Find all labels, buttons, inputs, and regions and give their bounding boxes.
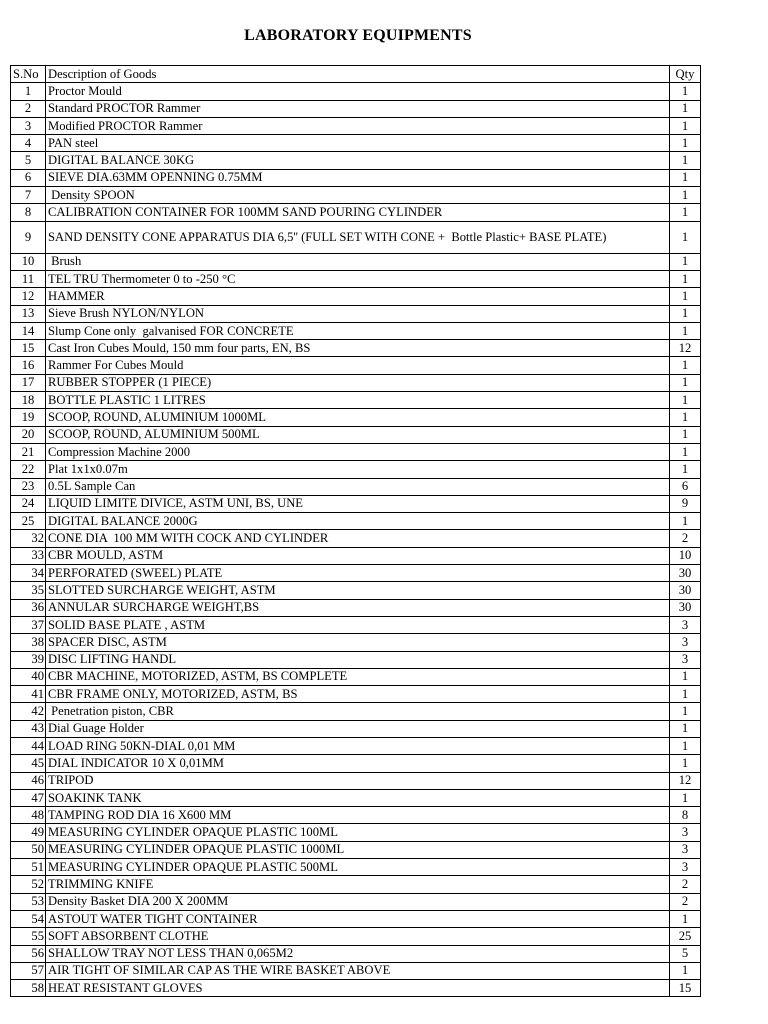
table-row [11, 426, 701, 443]
row-sno: 34 [11, 565, 46, 582]
row-description: Modified PROCTOR Rammer [46, 117, 670, 134]
table-row [11, 928, 701, 945]
row-sno: 56 [11, 945, 46, 962]
row-sno: 49 [11, 824, 46, 841]
table-row [11, 547, 701, 564]
row-description: PAN steel [46, 135, 670, 152]
row-qty: 2 [670, 876, 701, 893]
row-qty: 1 [670, 117, 701, 134]
table-row [11, 495, 701, 512]
row-qty: 1 [670, 720, 701, 737]
row-sno: 51 [11, 859, 46, 876]
row-sno: 17 [11, 374, 46, 391]
row-description: SHALLOW TRAY NOT LESS THAN 0,065M2 [46, 945, 670, 962]
table-row [11, 945, 701, 962]
row-sno: 13 [11, 305, 46, 322]
table-row [11, 169, 701, 186]
table-row [11, 720, 701, 737]
table-row [11, 409, 701, 426]
row-sno: 6 [11, 169, 46, 186]
row-qty: 12 [670, 772, 701, 789]
row-sno: 54 [11, 910, 46, 927]
table-row [11, 461, 701, 478]
row-qty: 1 [670, 910, 701, 927]
row-sno: 19 [11, 409, 46, 426]
table-row [11, 599, 701, 616]
table-row [11, 204, 701, 221]
row-sno: 22 [11, 461, 46, 478]
row-sno: 52 [11, 876, 46, 893]
table-row [11, 513, 701, 530]
row-qty: 1 [670, 374, 701, 391]
row-sno: 41 [11, 686, 46, 703]
row-qty: 10 [670, 547, 701, 564]
row-description: CBR MACHINE, MOTORIZED, ASTM, BS COMPLETE [46, 668, 670, 685]
table-row [11, 83, 701, 100]
equipment-table [10, 65, 701, 997]
row-qty: 9 [670, 495, 701, 512]
row-qty: 1 [670, 357, 701, 374]
row-description: SCOOP, ROUND, ALUMINIUM 1000ML [46, 409, 670, 426]
row-description: RUBBER STOPPER (1 PIECE) [46, 374, 670, 391]
row-sno: 18 [11, 392, 46, 409]
row-description: SLOTTED SURCHARGE WEIGHT, ASTM [46, 582, 670, 599]
table-row [11, 668, 701, 685]
row-description: SIEVE DIA.63MM OPENNING 0.75MM [46, 169, 670, 186]
table-row [11, 616, 701, 633]
row-qty: 1 [670, 962, 701, 979]
row-qty: 3 [670, 841, 701, 858]
row-description: Penetration piston, CBR [46, 703, 670, 720]
row-description: SPACER DISC, ASTM [46, 634, 670, 651]
table-row [11, 789, 701, 806]
row-qty: 15 [670, 980, 701, 997]
table-row [11, 962, 701, 979]
row-description: ANNULAR SURCHARGE WEIGHT,BS [46, 599, 670, 616]
row-description: LOAD RING 50KN-DIAL 0,01 MM [46, 737, 670, 754]
row-qty: 1 [670, 686, 701, 703]
row-qty: 1 [670, 204, 701, 221]
row-sno: 58 [11, 980, 46, 997]
row-sno: 40 [11, 668, 46, 685]
table-row [11, 703, 701, 720]
row-sno: 24 [11, 495, 46, 512]
row-qty: 1 [670, 152, 701, 169]
row-qty: 3 [670, 616, 701, 633]
row-qty: 3 [670, 824, 701, 841]
table-row [11, 392, 701, 409]
row-sno: 57 [11, 962, 46, 979]
row-qty: 1 [670, 135, 701, 152]
table-row [11, 322, 701, 339]
row-description: HAMMER [46, 288, 670, 305]
row-qty: 1 [670, 221, 701, 253]
row-sno: 1 [11, 83, 46, 100]
row-sno: 42 [11, 703, 46, 720]
row-description: Density SPOON [46, 187, 670, 204]
table-row [11, 876, 701, 893]
row-qty: 5 [670, 945, 701, 962]
row-qty: 2 [670, 893, 701, 910]
row-description: HEAT RESISTANT GLOVES [46, 980, 670, 997]
table-row [11, 841, 701, 858]
row-description: CBR FRAME ONLY, MOTORIZED, ASTM, BS [46, 686, 670, 703]
row-sno: 55 [11, 928, 46, 945]
row-description: Density Basket DIA 200 X 200MM [46, 893, 670, 910]
row-qty: 1 [670, 409, 701, 426]
table-row [11, 565, 701, 582]
table-row [11, 357, 701, 374]
row-sno: 25 [11, 513, 46, 530]
row-description: MEASURING CYLINDER OPAQUE PLASTIC 100ML [46, 824, 670, 841]
table-row [11, 374, 701, 391]
row-description: TRIMMING KNIFE [46, 876, 670, 893]
row-description: CBR MOULD, ASTM [46, 547, 670, 564]
row-qty: 25 [670, 928, 701, 945]
row-qty: 1 [670, 322, 701, 339]
row-sno: 39 [11, 651, 46, 668]
row-qty: 3 [670, 634, 701, 651]
table-row [11, 443, 701, 460]
row-description: Brush [46, 253, 670, 270]
row-description: SOFT ABSORBENT CLOTHE [46, 928, 670, 945]
row-description: CONE DIA 100 MM WITH COCK AND CYLINDER [46, 530, 670, 547]
row-description: MEASURING CYLINDER OPAQUE PLASTIC 500ML [46, 859, 670, 876]
row-sno: 3 [11, 117, 46, 134]
row-description: PERFORATED (SWEEL) PLATE [46, 565, 670, 582]
row-description: Standard PROCTOR Rammer [46, 100, 670, 117]
row-sno: 35 [11, 582, 46, 599]
row-sno: 44 [11, 737, 46, 754]
table-row [11, 135, 701, 152]
row-description: TRIPOD [46, 772, 670, 789]
row-sno: 37 [11, 616, 46, 633]
table-row [11, 253, 701, 270]
table-row [11, 686, 701, 703]
row-description: DIAL INDICATOR 10 X 0,01MM [46, 755, 670, 772]
row-qty: 6 [670, 478, 701, 495]
row-sno: 5 [11, 152, 46, 169]
row-qty: 1 [670, 305, 701, 322]
row-sno: 43 [11, 720, 46, 737]
table-row [11, 340, 701, 357]
header-qty: Qty [670, 66, 701, 83]
row-sno: 12 [11, 288, 46, 305]
header-description: Description of Goods [46, 66, 670, 83]
row-description: Sieve Brush NYLON/NYLON [46, 305, 670, 322]
row-sno: 9 [11, 221, 46, 253]
table-row [11, 910, 701, 927]
row-qty: 1 [670, 513, 701, 530]
row-sno: 2 [11, 100, 46, 117]
table-row [11, 100, 701, 117]
row-qty: 30 [670, 599, 701, 616]
row-qty: 1 [670, 100, 701, 117]
row-sno: 15 [11, 340, 46, 357]
row-qty: 3 [670, 651, 701, 668]
table-row [11, 737, 701, 754]
table-row [11, 152, 701, 169]
table-row [11, 305, 701, 322]
row-qty: 12 [670, 340, 701, 357]
row-qty: 1 [670, 668, 701, 685]
row-description: SOLID BASE PLATE , ASTM [46, 616, 670, 633]
table-row [11, 530, 701, 547]
header-sno: S.No [11, 66, 46, 83]
row-qty: 1 [670, 392, 701, 409]
row-sno: 46 [11, 772, 46, 789]
row-sno: 23 [11, 478, 46, 495]
row-qty: 8 [670, 807, 701, 824]
row-description: Compression Machine 2000 [46, 443, 670, 460]
row-sno: 36 [11, 599, 46, 616]
row-sno: 21 [11, 443, 46, 460]
row-description: Plat 1x1x0.07m [46, 461, 670, 478]
row-sno: 4 [11, 135, 46, 152]
table-row [11, 582, 701, 599]
row-qty: 30 [670, 582, 701, 599]
table-row [11, 772, 701, 789]
row-description: AIR TIGHT OF SIMILAR CAP AS THE WIRE BASKET ABOVE [46, 962, 670, 979]
row-qty: 1 [670, 443, 701, 460]
table-row [11, 824, 701, 841]
table-row [11, 221, 701, 253]
row-qty: 1 [670, 270, 701, 287]
row-qty: 1 [670, 703, 701, 720]
row-description: DISC LIFTING HANDL [46, 651, 670, 668]
document-title: LABORATORY EQUIPMENTS [244, 27, 472, 44]
row-qty: 2 [670, 530, 701, 547]
row-sno: 47 [11, 789, 46, 806]
row-qty: 1 [670, 83, 701, 100]
row-sno: 11 [11, 270, 46, 287]
table-row [11, 893, 701, 910]
row-qty: 1 [670, 737, 701, 754]
row-sno: 8 [11, 204, 46, 221]
row-qty: 3 [670, 859, 701, 876]
row-sno: 45 [11, 755, 46, 772]
row-sno: 16 [11, 357, 46, 374]
row-sno: 10 [11, 253, 46, 270]
row-sno: 7 [11, 187, 46, 204]
row-qty: 1 [670, 461, 701, 478]
row-description: LIQUID LIMITE DIVICE, ASTM UNI, BS, UNE [46, 495, 670, 512]
row-description: Cast Iron Cubes Mould, 150 mm four parts, EN, BS [46, 340, 670, 357]
row-qty: 1 [670, 187, 701, 204]
row-sno: 14 [11, 322, 46, 339]
table-row [11, 859, 701, 876]
row-description: SAND DENSITY CONE APPARATUS DIA 6,5'' (FULL SET WITH CONE + Bottle Plastic+ BASE PLATE) [46, 221, 670, 253]
row-description: SCOOP, ROUND, ALUMINIUM 500ML [46, 426, 670, 443]
table-row [11, 651, 701, 668]
row-description: MEASURING CYLINDER OPAQUE PLASTIC 1000ML [46, 841, 670, 858]
row-description: Dial Guage Holder [46, 720, 670, 737]
row-sno: 33 [11, 547, 46, 564]
row-qty: 1 [670, 169, 701, 186]
table-row [11, 270, 701, 287]
table-row [11, 634, 701, 651]
table-row [11, 187, 701, 204]
row-qty: 1 [670, 426, 701, 443]
table-header-row [11, 66, 701, 83]
row-description: 0.5L Sample Can [46, 478, 670, 495]
row-sno: 50 [11, 841, 46, 858]
table-row [11, 755, 701, 772]
row-description: DIGITAL BALANCE 30KG [46, 152, 670, 169]
table-row [11, 478, 701, 495]
row-sno: 20 [11, 426, 46, 443]
row-qty: 1 [670, 789, 701, 806]
table-row [11, 288, 701, 305]
table-row [11, 117, 701, 134]
row-qty: 1 [670, 755, 701, 772]
row-sno: 32 [11, 530, 46, 547]
row-description: SOAKINK TANK [46, 789, 670, 806]
row-sno: 38 [11, 634, 46, 651]
row-qty: 30 [670, 565, 701, 582]
row-description: CALIBRATION CONTAINER FOR 100MM SAND POURING CYLINDER [46, 204, 670, 221]
row-sno: 48 [11, 807, 46, 824]
row-description: BOTTLE PLASTIC 1 LITRES [46, 392, 670, 409]
row-description: Rammer For Cubes Mould [46, 357, 670, 374]
row-description: Slump Cone only galvanised FOR CONCRETE [46, 322, 670, 339]
table-row [11, 980, 701, 997]
row-description: Proctor Mould [46, 83, 670, 100]
row-description: TEL TRU Thermometer 0 to -250 °C [46, 270, 670, 287]
row-qty: 1 [670, 288, 701, 305]
row-description: ASTOUT WATER TIGHT CONTAINER [46, 910, 670, 927]
row-description: DIGITAL BALANCE 2000G [46, 513, 670, 530]
row-qty: 1 [670, 253, 701, 270]
table-row [11, 807, 701, 824]
row-sno: 53 [11, 893, 46, 910]
row-description: TAMPING ROD DIA 16 X600 MM [46, 807, 670, 824]
